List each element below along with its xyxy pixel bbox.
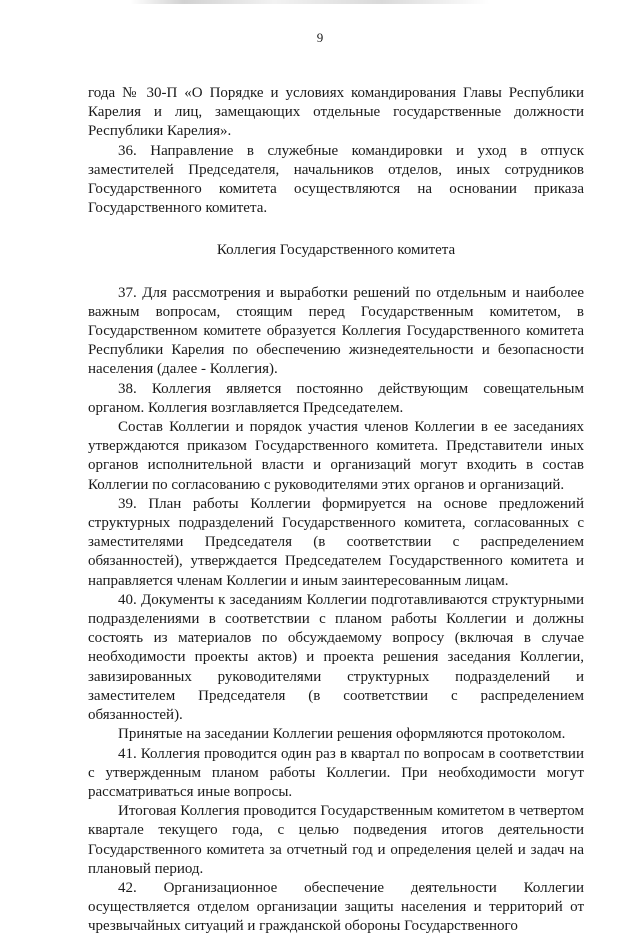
paragraph-final-collegium: Итоговая Коллегия проводится Государственным комитетом в четвертом квартале текущего года, с целью подведения итогов деятельности Государственного комитета за отчетный год и определения целей и задач на плановый период. xyxy=(88,803,584,877)
paragraph-40: 40. Документы к заседаниям Коллегии подготавливаются структурными подразделениями в соответствии с планом работы Коллегии и должны состоять из материалов по обсуждаемому вопросу (включая в случае необходимости проекты актов) и проекта решения заседания Коллегии, завизированных руководителями структурных подразделений и заместителем Председателя (в соответствии с распределением обязанностей). xyxy=(88,591,584,724)
paragraph-38: 38. Коллегия является постоянно действующим совещательным органом. Коллегия возглавляется Председателем. xyxy=(88,380,584,416)
paragraph-36: 36. Направление в служебные командировки и уход в отпуск заместителей Председателя, начальников отделов, иных сотрудников Государственного комитета осуществляются на основании приказа Государственного комитета. xyxy=(88,142,584,217)
paragraph-continuation: года № 30-П «О Порядке и условиях командирования Главы Республики Карелия и лиц, замещающих отдельные государственные должности Республики Карелия». xyxy=(88,85,584,140)
document-body xyxy=(88,84,584,937)
page-number: 9 xyxy=(316,30,324,45)
paragraph-protocol: Принятые на заседании Коллегии решения оформляются протоколом. xyxy=(118,726,566,743)
paragraph-collegium-composition: Состав Коллегии и порядок участия членов Коллегии в ее заседаниях утверждаются приказом Государственного комитета. Представители иных органов исполнительной власти и организаций могут входить в состав Коллегии по согласованию с руководителями этих органов и организаций. xyxy=(88,419,584,493)
paragraph-42: 42. Организационное обеспечение деятельности Коллегии осуществляется отделом организации защиты населения и территорий от чрезвычайных ситуаций и гражданской обороны Государственного xyxy=(88,879,584,935)
paragraph-39: 39. План работы Коллегии формируется на основе предложений структурных подразделений Государственного комитета, согласованных с заместителями Председателя (в соответствии с распределением обязанностей), утверждается Председателем Государственного комитета и направляется членам Коллегии и иным заинтересованным лицам. xyxy=(88,495,584,589)
paragraph-41: 41. Коллегия проводится один раз в квартал по вопросам в соответствии с утвержденным планом работы Коллегии. При необходимости могут рассматриваться иные вопросы. xyxy=(88,745,584,800)
paragraph-37: 37. Для рассмотрения и выработки решений по отдельным и наиболее важным вопросам, стоящим перед Государственным комитетом, в Государственном комитете образуется Коллегия Государственного комитета Республики Карелия по обеспечению жизнедеятельности и безопасности населения (далее - Коллегия). xyxy=(88,284,584,378)
section-heading: Коллегия Государственного комитета xyxy=(216,242,456,259)
scan-edge-artifact xyxy=(130,0,490,4)
